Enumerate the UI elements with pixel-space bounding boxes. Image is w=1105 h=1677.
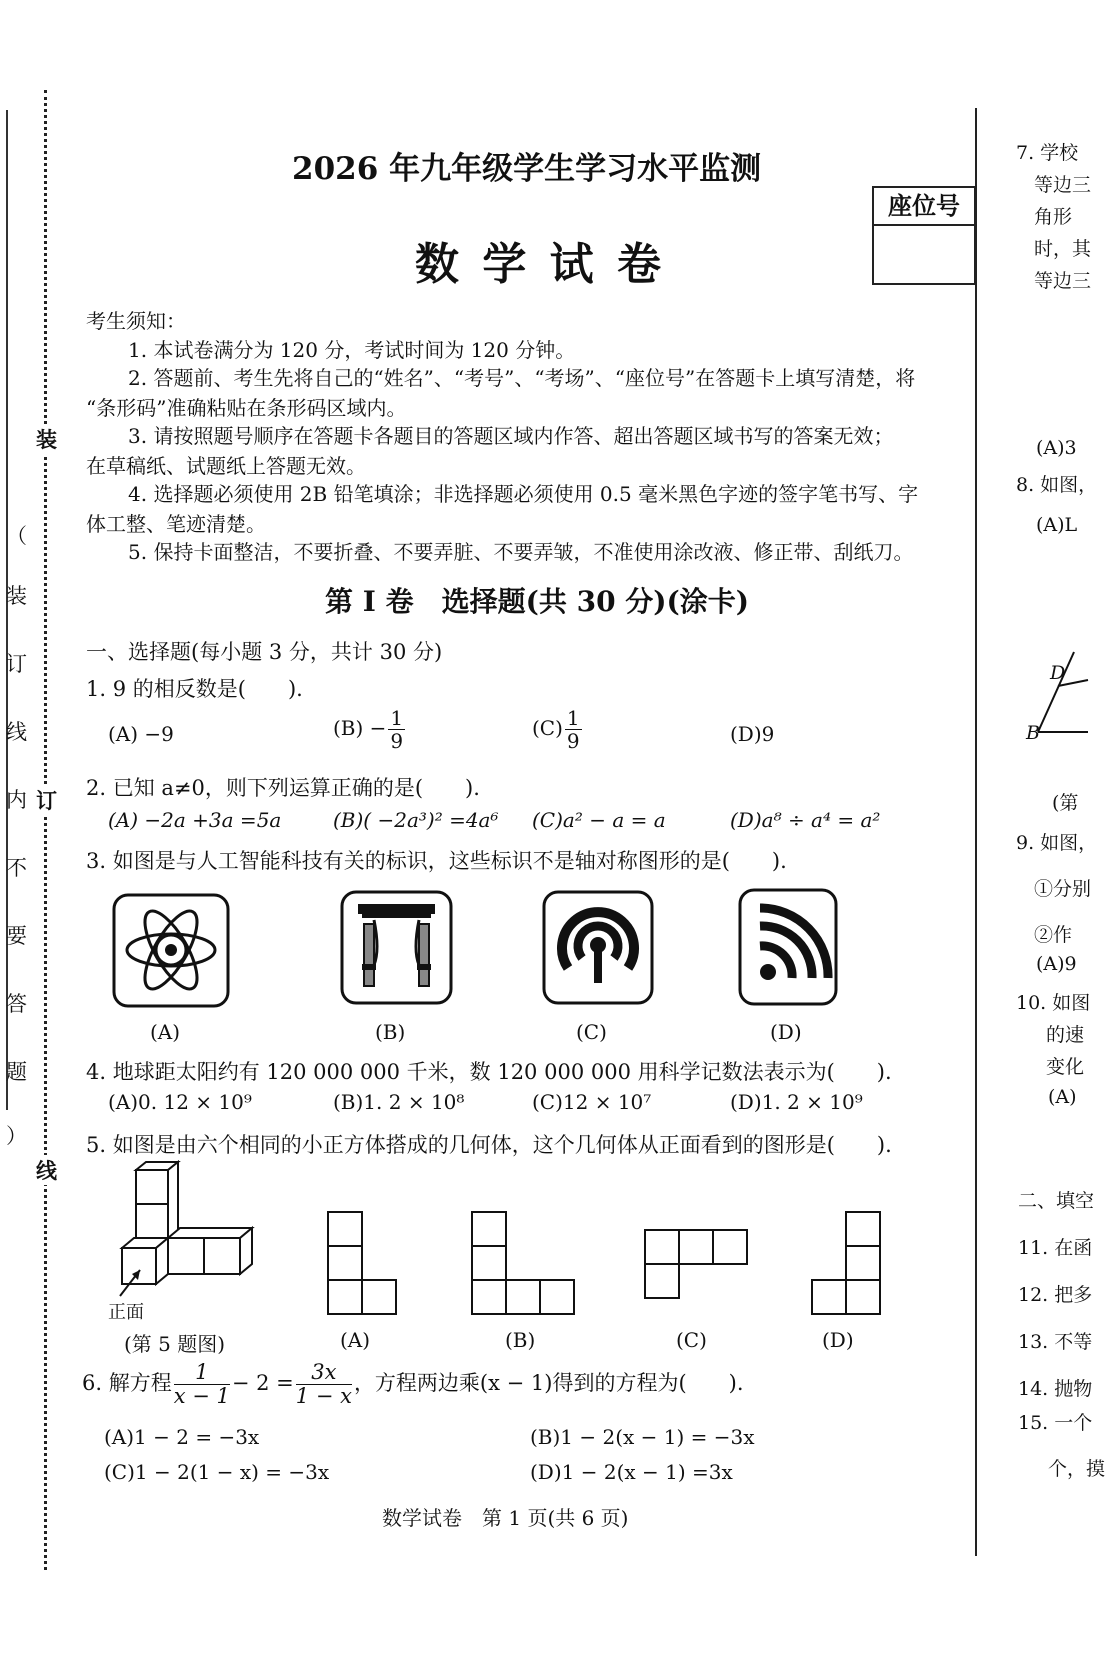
right-col-line: 8. 如图，	[1016, 474, 1098, 496]
q2-option-b: (B)( −2a³)² =4a⁶	[333, 808, 499, 832]
q8-label-d: D	[1050, 662, 1066, 684]
q1-option-b	[333, 708, 407, 751]
q6-option-a: (A)1 − 2 = −3x	[104, 1425, 260, 1449]
right-col-line: 13. 不等	[1018, 1331, 1093, 1353]
signal-icon	[542, 890, 654, 1005]
q5-label-c: (C)	[676, 1328, 707, 1352]
binding-mark-top: 装	[36, 424, 57, 454]
notice-heading: 考生须知：	[86, 309, 186, 333]
notice-line: “条形码”准确粘贴在条形码区域内。	[86, 396, 407, 420]
q1-option-b-fraction	[388, 708, 405, 751]
q2-option-c: (C)a² − a = a	[532, 808, 666, 832]
q1-option-b-numerator: 1	[390, 706, 404, 730]
q4-option-a: (A)0. 12 × 10⁹	[108, 1090, 252, 1114]
right-col-line: 14. 抛物	[1018, 1378, 1093, 1400]
right-col-line: (第	[1052, 792, 1079, 814]
notice-line: 4. 选择题必须使用 2B 铅笔填涂；非选择题必须使用 0.5 毫米黑色字迹的签字笔书写、字	[128, 482, 919, 506]
q4-option-b: (B)1. 2 × 10⁸	[333, 1090, 465, 1114]
q3-label-b: (B)	[375, 1020, 406, 1044]
q8-label-b: B	[1026, 722, 1040, 744]
q1-option-c-denominator: 9	[566, 729, 580, 753]
warning-char: 订	[6, 652, 27, 676]
q1-option-c-fraction	[565, 708, 582, 751]
q3-label-c: (C)	[576, 1020, 607, 1044]
q5-shape-a	[326, 1210, 398, 1318]
column-divider	[975, 108, 977, 1556]
notice-line: 3. 请按照题号顺序在答题卡各题目的答题区域内作答、超出答题区域书写的答案无效；	[128, 424, 894, 448]
wifi-icon	[738, 888, 838, 1006]
q6-fraction-left-numerator: 1	[174, 1362, 230, 1385]
q1-option-d: (D)9	[730, 722, 775, 746]
q4-stem: 4. 地球距太阳约有 120 000 000 千米，数 120 000 000 用科学记数法表示为( ).	[86, 1060, 892, 1084]
q5-stem: 5. 如图是由六个相同的小正方体搭成的几何体，这个几何体从正面看到的图形是( ).	[86, 1133, 892, 1157]
notice-line: 体工整、笔迹清楚。	[86, 512, 266, 536]
seat-number-box	[872, 186, 976, 285]
q5-label-d: (D)	[822, 1328, 854, 1352]
right-col-line: 7. 学校	[1016, 142, 1079, 164]
binding-margin	[0, 0, 60, 1677]
notice-line: 5. 保持卡面整洁，不要折叠、不要弄脏、不要弄皱，不准使用涂改液、修正带、刮纸刀。	[128, 540, 914, 564]
q5-label-b: (B)	[505, 1328, 536, 1352]
q5-shape-d	[810, 1210, 882, 1318]
q6-stem	[82, 1362, 744, 1407]
cube-stack-figure	[112, 1160, 262, 1320]
right-col-line: (A)	[1048, 1086, 1077, 1108]
right-col-line: 10. 如图	[1016, 992, 1091, 1014]
binding-dotted-line	[44, 90, 47, 1570]
q6-fraction-right-numerator: 3x	[296, 1362, 352, 1385]
q1-option-b-prefix: (B) −	[333, 716, 387, 740]
margin-rule	[6, 110, 8, 1110]
q5-shape-b	[470, 1210, 576, 1318]
right-col-line: 二、填空	[1018, 1190, 1095, 1212]
right-col-line: 12. 把多	[1018, 1284, 1093, 1306]
section-title: 第 I 卷 选择题(共 30 分)(涂卡)	[325, 585, 750, 618]
right-col-line: 个，摸	[1048, 1458, 1105, 1480]
q6-stem-prefix: 6. 解方程	[82, 1371, 172, 1395]
q2-stem: 2. 已知 a≠0，则下列运算正确的是( ).	[86, 776, 480, 800]
q6-stem-mid: − 2 =	[231, 1371, 294, 1395]
q1-option-c	[532, 708, 584, 751]
q6-stem-suffix: ，方程两边乘(x − 1)得到的方程为( ).	[353, 1371, 744, 1395]
q3-stem: 3. 如图是与人工智能科技有关的标识，这些标识不是轴对称图形的是( ).	[86, 849, 787, 873]
q5-figure-caption: (第 5 题图)	[124, 1332, 226, 1356]
binding-mark-mid: 订	[36, 785, 57, 815]
q6-option-b: (B)1 − 2(x − 1) = −3x	[530, 1425, 755, 1449]
notice-line: 1. 本试卷满分为 120 分，考试时间为 120 分钟。	[128, 338, 576, 362]
seat-number-label: 座位号	[874, 188, 974, 226]
q3-label-d: (D)	[770, 1020, 802, 1044]
right-col-line: 的速	[1046, 1024, 1085, 1046]
exam-title: 2026 年九年级学生学习水平监测	[292, 151, 762, 187]
right-col-line: ②作	[1034, 924, 1073, 946]
right-col-line: 变化	[1046, 1056, 1085, 1078]
warning-char: ）	[6, 1124, 27, 1148]
gate-icon	[340, 890, 453, 1005]
q1-option-c-numerator: 1	[566, 706, 580, 730]
atom-icon	[112, 893, 230, 1008]
q1-stem: 1. 9 的相反数是( ).	[86, 677, 303, 701]
right-col-line: 9. 如图，	[1016, 832, 1098, 854]
warning-char: 题	[6, 1060, 27, 1084]
q6-option-c: (C)1 − 2(1 − x) = −3x	[104, 1460, 330, 1484]
q6-fraction-right-denominator: 1 − x	[295, 1384, 352, 1408]
q5-front-label: 正面	[108, 1302, 144, 1323]
warning-char: 线	[6, 720, 27, 744]
section-heading: 一、选择题(每小题 3 分，共计 30 分)	[86, 640, 443, 664]
warning-char: 装	[6, 584, 27, 608]
right-column	[1008, 0, 1105, 1677]
notice-line: 2. 答题前、考生先将自己的“姓名”、“考号”、“考场”、“座位号”在答题卡上填写清楚，将	[128, 366, 916, 390]
q6-option-d: (D)1 − 2(x − 1) =3x	[530, 1460, 733, 1484]
q5-shape-c	[643, 1228, 749, 1302]
q2-option-d: (D)a⁸ ÷ a⁴ = a²	[730, 808, 881, 832]
exam-subtitle: 数 学 试 卷	[415, 239, 665, 290]
q6-fraction-right	[296, 1362, 352, 1407]
right-col-line: 角形	[1034, 206, 1073, 228]
right-col-line: 15. 一个	[1018, 1412, 1093, 1434]
right-col-line: 等边三	[1034, 270, 1092, 292]
page-footer: 数学试卷 第 1 页(共 6 页)	[382, 1506, 629, 1530]
q6-fraction-left	[174, 1362, 230, 1407]
q4-option-d: (D)1. 2 × 10⁹	[730, 1090, 863, 1114]
right-col-line: ①分别	[1034, 878, 1092, 900]
q2-option-a: (A) −2a +3a =5a	[108, 808, 282, 832]
binding-mark-bottom: 线	[36, 1155, 57, 1185]
warning-char: （	[6, 524, 27, 548]
q6-fraction-left-denominator: x − 1	[173, 1384, 230, 1408]
right-col-line: (A)3	[1036, 437, 1077, 459]
notice-line: 在草稿纸、试题纸上答题无效。	[86, 454, 366, 478]
right-col-line: 时，其	[1034, 238, 1092, 260]
right-col-line: (A)9	[1036, 953, 1077, 975]
right-col-line: (A)L	[1036, 514, 1078, 536]
warning-char: 答	[6, 992, 27, 1016]
warning-char: 不	[6, 856, 27, 880]
q4-option-c: (C)12 × 10⁷	[532, 1090, 652, 1114]
q5-label-a: (A)	[340, 1328, 371, 1352]
warning-char: 要	[6, 924, 27, 948]
q1-option-b-denominator: 9	[390, 729, 404, 753]
q3-label-a: (A)	[150, 1020, 181, 1044]
warning-char: 内	[6, 788, 27, 812]
q1-option-a: (A) −9	[108, 722, 174, 746]
right-col-line: 11. 在函	[1018, 1237, 1093, 1259]
right-col-line: 等边三	[1034, 174, 1092, 196]
q1-option-c-prefix: (C)	[532, 716, 563, 740]
